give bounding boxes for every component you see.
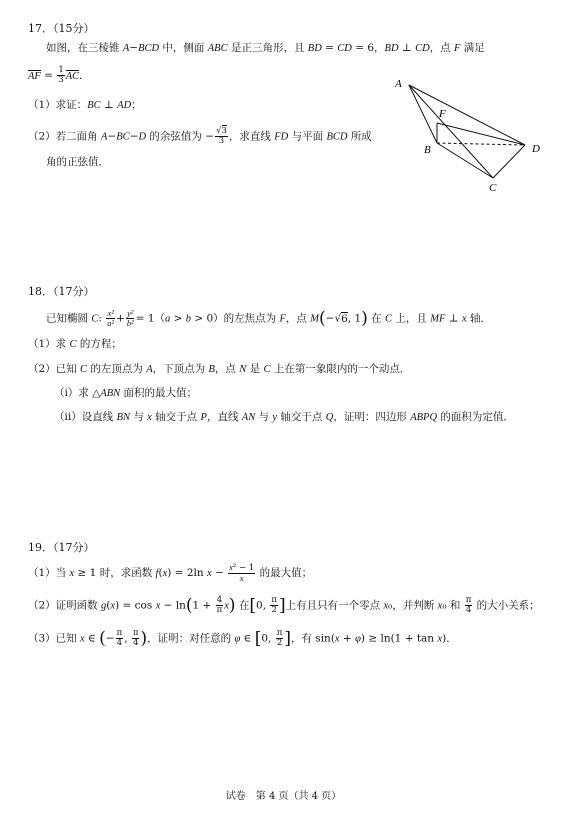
page-footer: 试卷 第 4 页（共 4 页）	[225, 791, 342, 802]
q19-part3: （3）已知 x ∈ (− $\frac{\pi}{4}$ , $\frac{\pi}{4}$ )，证明：对任意的 φ ∈ [0, $\frac{\pi}{2}$ ]，有 sin(x + φ) ≥ ln(1 + tan x)．	[28, 628, 457, 649]
edge-bd-hidden	[437, 143, 525, 145]
tetrahedron-figure	[392, 75, 552, 195]
q17-stem-line2: AF = $\frac{1}{3}$ AC．	[28, 65, 90, 85]
q17-part2-line2: 角的正弦值．	[46, 156, 109, 168]
q17-stem-line1: 如图，在三棱锥 A−BCD 中，侧面 ABC 是正三角形，且 BD = CD = 6，BD ⊥ CD，点 F 满足	[46, 42, 485, 54]
q18-part2-ii: （ii）设直线 BN 与 x 轴交于点 P，直线 AN 与 y 轴交于点 Q，证明：四边形 ABPQ 的面积为定值．	[54, 411, 514, 423]
label-a: A	[395, 78, 402, 90]
label-c: C	[489, 182, 497, 194]
label-f: F	[439, 108, 446, 120]
edge-cd	[493, 145, 525, 178]
q19-header: 19．（17分）	[28, 541, 95, 554]
label-d: D	[532, 143, 540, 155]
q17-header: 17．（15分）	[28, 22, 95, 35]
q17-part1: （1）求证：BC ⊥ AD；	[28, 99, 142, 111]
q18-part2: （2）已知 C 的左顶点为 A，下顶点为 B，点 N 是 C 上在第一象限内的一个动点．	[28, 363, 411, 375]
q18-part1: （1）求 C 的方程；	[28, 338, 122, 350]
q19-part1: （1）当 x ≥ 1 时，求函数 f(x) = 2ln x − $\frac{\text{x² − 1}}{x}$ 的最大值；	[28, 562, 313, 583]
q18-part2-i: （i）求 △ABN 面积的最大值；	[54, 387, 197, 399]
edge-bc	[437, 143, 493, 178]
edge-ad	[409, 85, 525, 145]
edge-ab	[409, 85, 437, 143]
q18-header: 18．（17分）	[28, 285, 95, 298]
label-b: B	[424, 144, 431, 156]
q19-part2: （2）证明函数 g(x) = cos x − ln(1 + $\frac{4}{\pi}$ x) 在[0, $\frac{\pi}{2}$ ]上有且只有一个零点 x₀，并判断 x₀ 和 $\frac{\pi}{4}$ 的大小关系；	[28, 595, 540, 616]
edge-ac	[409, 85, 493, 178]
q17-part2-line1: （2）若二面角 A−BC−D 的余弦值为 − $\frac{√3}{3}$ ，求直线 FD 与平面 BCD 所成	[28, 126, 372, 146]
edge-fd	[437, 123, 525, 145]
q18-stem: 已知椭圆 C: $\frac{\text{x²}}{\text{a²}}$ + $\frac{\text{y²}}{\text{b²}}$ = 1（a > b > 0）的左焦点为 F，点 M(−√6, 1) 在 C 上，且 MF ⊥ x 轴．	[46, 308, 491, 329]
